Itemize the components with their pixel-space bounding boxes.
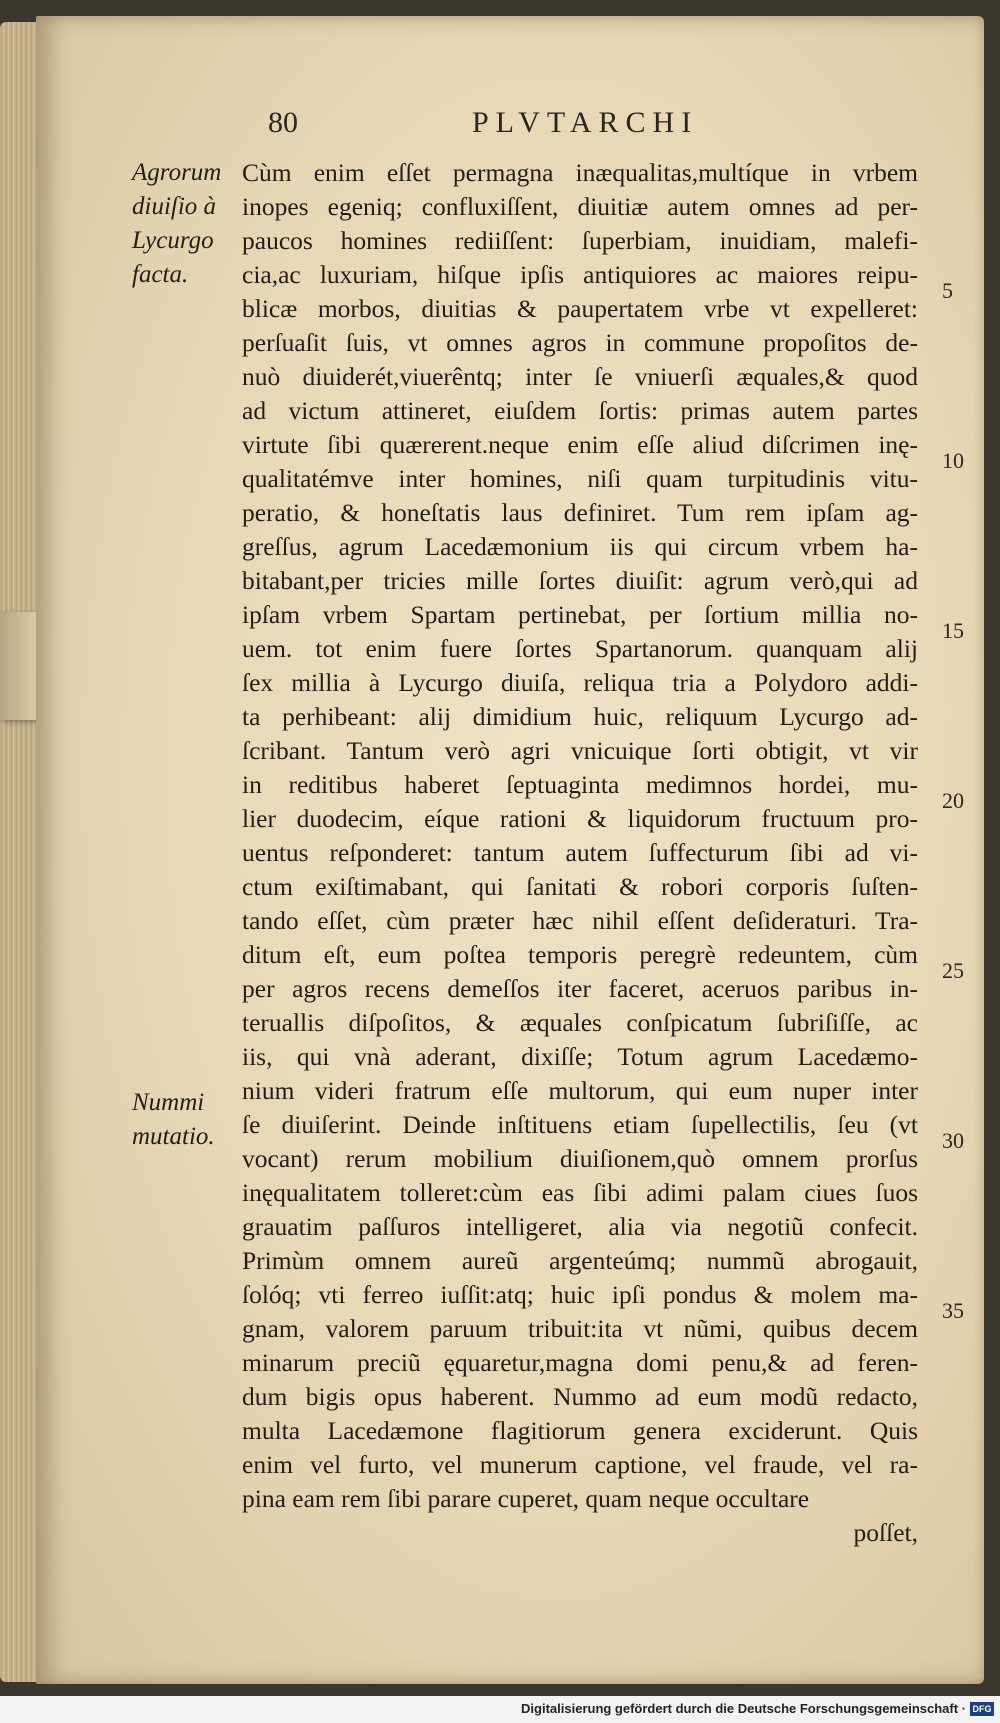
text-line: in reditibus haberet ſeptuaginta medimnos hordei, mu- [242,770,918,799]
line-number: 25 [942,958,964,983]
running-title: PLVTARCHI [472,106,699,139]
line-number: 5 [942,278,953,303]
catchword: poſſet, [853,1518,918,1547]
marginal-note-line: mutatio. [132,1123,215,1150]
text-line: iis, qui vnà aderant, dixiſſe; Totum agrum Lacedæmo- [242,1042,918,1071]
text-line: uentus reſponderet: tantum autem ſuffecturum ſibi ad vi- [242,838,918,867]
text-line: ſcribant. Tantum verò agri vnicuique ſorti obtigit, vt vir [242,736,918,765]
text-line: pina eam rem ſibi parare cuperet, quam neque occultare [242,1484,810,1513]
folio-number: 80 [268,106,298,139]
text-line: ſe diuiſerint. Deinde inſtituens etiam ſupellectilis, ſeu (vt [242,1110,918,1139]
text-line: virtute ſibi quærerent.neque enim eſſe aliud diſcrimen inę- [242,430,918,459]
footer-bar [0,1696,1000,1723]
text-line: dum bigis opus haberent. Nummo ad eum modũ redacto, [242,1382,918,1411]
text-line: greſſus, agrum Lacedæmonium iis qui circum vrbem ha- [242,532,918,561]
marginal-note-agrorum [132,156,242,292]
text-line: teruallis diſpoſitos, & æquales conſpicatum ſubriſiſſe, ac [242,1008,918,1037]
text-line: multa Lacedæmone flagitiorum genera exciderunt. Quis [242,1416,918,1445]
dfg-logo-icon: DFG [970,1702,994,1716]
text-line: nium videri fratrum eſſe multorum, qui eum nuper inter [242,1076,918,1105]
book-page [36,16,984,1684]
marginal-note-nummi [132,1086,242,1154]
text-line: Cùm enim eſſet permagna inæqualitas,multíque in vrbem [242,158,918,187]
text-line: ditum eſt, eum poſtea temporis peregrè redeuntem, cùm [242,940,918,969]
line-number: 20 [942,788,964,813]
running-head [36,106,984,146]
funding-credit: Digitalisierung gefördert durch die Deutsche Forschungsgemeinschaft · [521,1701,966,1716]
line-number: 35 [942,1298,964,1323]
text-line: vocant) rerum mobilium diuiſionem,quò omnem prorſus [242,1144,918,1173]
text-line: ta perhibeant: alij dimidium huic, reliquum Lycurgo ad- [242,702,918,731]
text-line: bitabant,per tricies mille ſortes diuiſit: agrum verò,qui ad [242,566,918,595]
line-number: 10 [942,448,964,473]
text-line: gnam, valorem paruum tribuit:ita vt nũmi, quibus decem [242,1314,918,1343]
text-line: lier duodecim, eíque rationi & liquidorum fructuum pro- [242,804,918,833]
marginal-note-line: diuiſio à [132,193,217,220]
text-line: blicæ morbos, diuitias & paupertatem vrbe vt expelleret: [242,294,918,323]
body-text [242,156,918,1550]
text-line: uem. tot enim fuere ſortes Spartanorum. quanquam alij [242,634,918,663]
line-number: 30 [942,1128,964,1153]
text-line: ipſam vrbem Spartam pertinebat, per ſortium millia no- [242,600,918,629]
text-line: enim vel furto, vel munerum captione, vel fraude, vel ra- [242,1450,918,1479]
text-line: perſuaſit ſuis, vt omnes agros in commune propoſitos de- [242,328,918,357]
marginal-note-line: Nummi [132,1089,205,1116]
text-line: nuò diuiderét,viuerêntq; inter ſe vniuerſi æquales,& quod [242,362,918,391]
marginal-note-line: Lycurgo [132,227,214,254]
text-line: peratio, & honeſtatis laus definiret. Tum rem ipſam ag- [242,498,918,527]
text-line: tando eſſet, cùm præter hæc nihil eſſent deſideraturi. Tra- [242,906,918,935]
text-line: Primùm omnem aureũ argenteúmq; nummũ abrogauit, [242,1246,918,1275]
text-line: ſolóq; vti ferreo iuſſit:atq; huic ipſi pondus & molem ma- [242,1280,918,1309]
text-line: paucos homines rediiſſent: ſuperbiam, inuidiam, malefi- [242,226,918,255]
text-line: ad victum attineret, eiuſdem ſortis: primas autem partes [242,396,918,425]
text-line: per agros recens demeſſos iter faceret, aceruos paribus in- [242,974,918,1003]
text-line: inęqualitatem tolleret:cùm eas ſibi adimi palam ciues ſuos [242,1178,918,1207]
text-line: inopes egeniq; confluxiſſent, diuitiæ autem omnes ad per- [242,192,918,221]
marginal-note-line: facta. [132,261,189,288]
text-line: grauatim paſſuros intelligeret, alia via negotiũ confecit. [242,1212,918,1241]
text-line: ctum exiſtimabant, qui ſanitati & robori corporis ſuſten- [242,872,918,901]
text-line: minarum preciũ ęquaretur,magna domi penu,& ad feren- [242,1348,918,1377]
marginal-note-line: Agrorum [132,159,222,186]
line-number: 15 [942,618,964,643]
text-line: qualitatémve inter homines, niſi quam turpitudinis vitu- [242,464,918,493]
text-line: cia,ac luxuriam, hiſque ipſis antiquiores ac maiores reipu- [242,260,918,289]
text-line: ſex millia à Lycurgo diuiſa, reliqua tria a Polydoro addi- [242,668,918,697]
